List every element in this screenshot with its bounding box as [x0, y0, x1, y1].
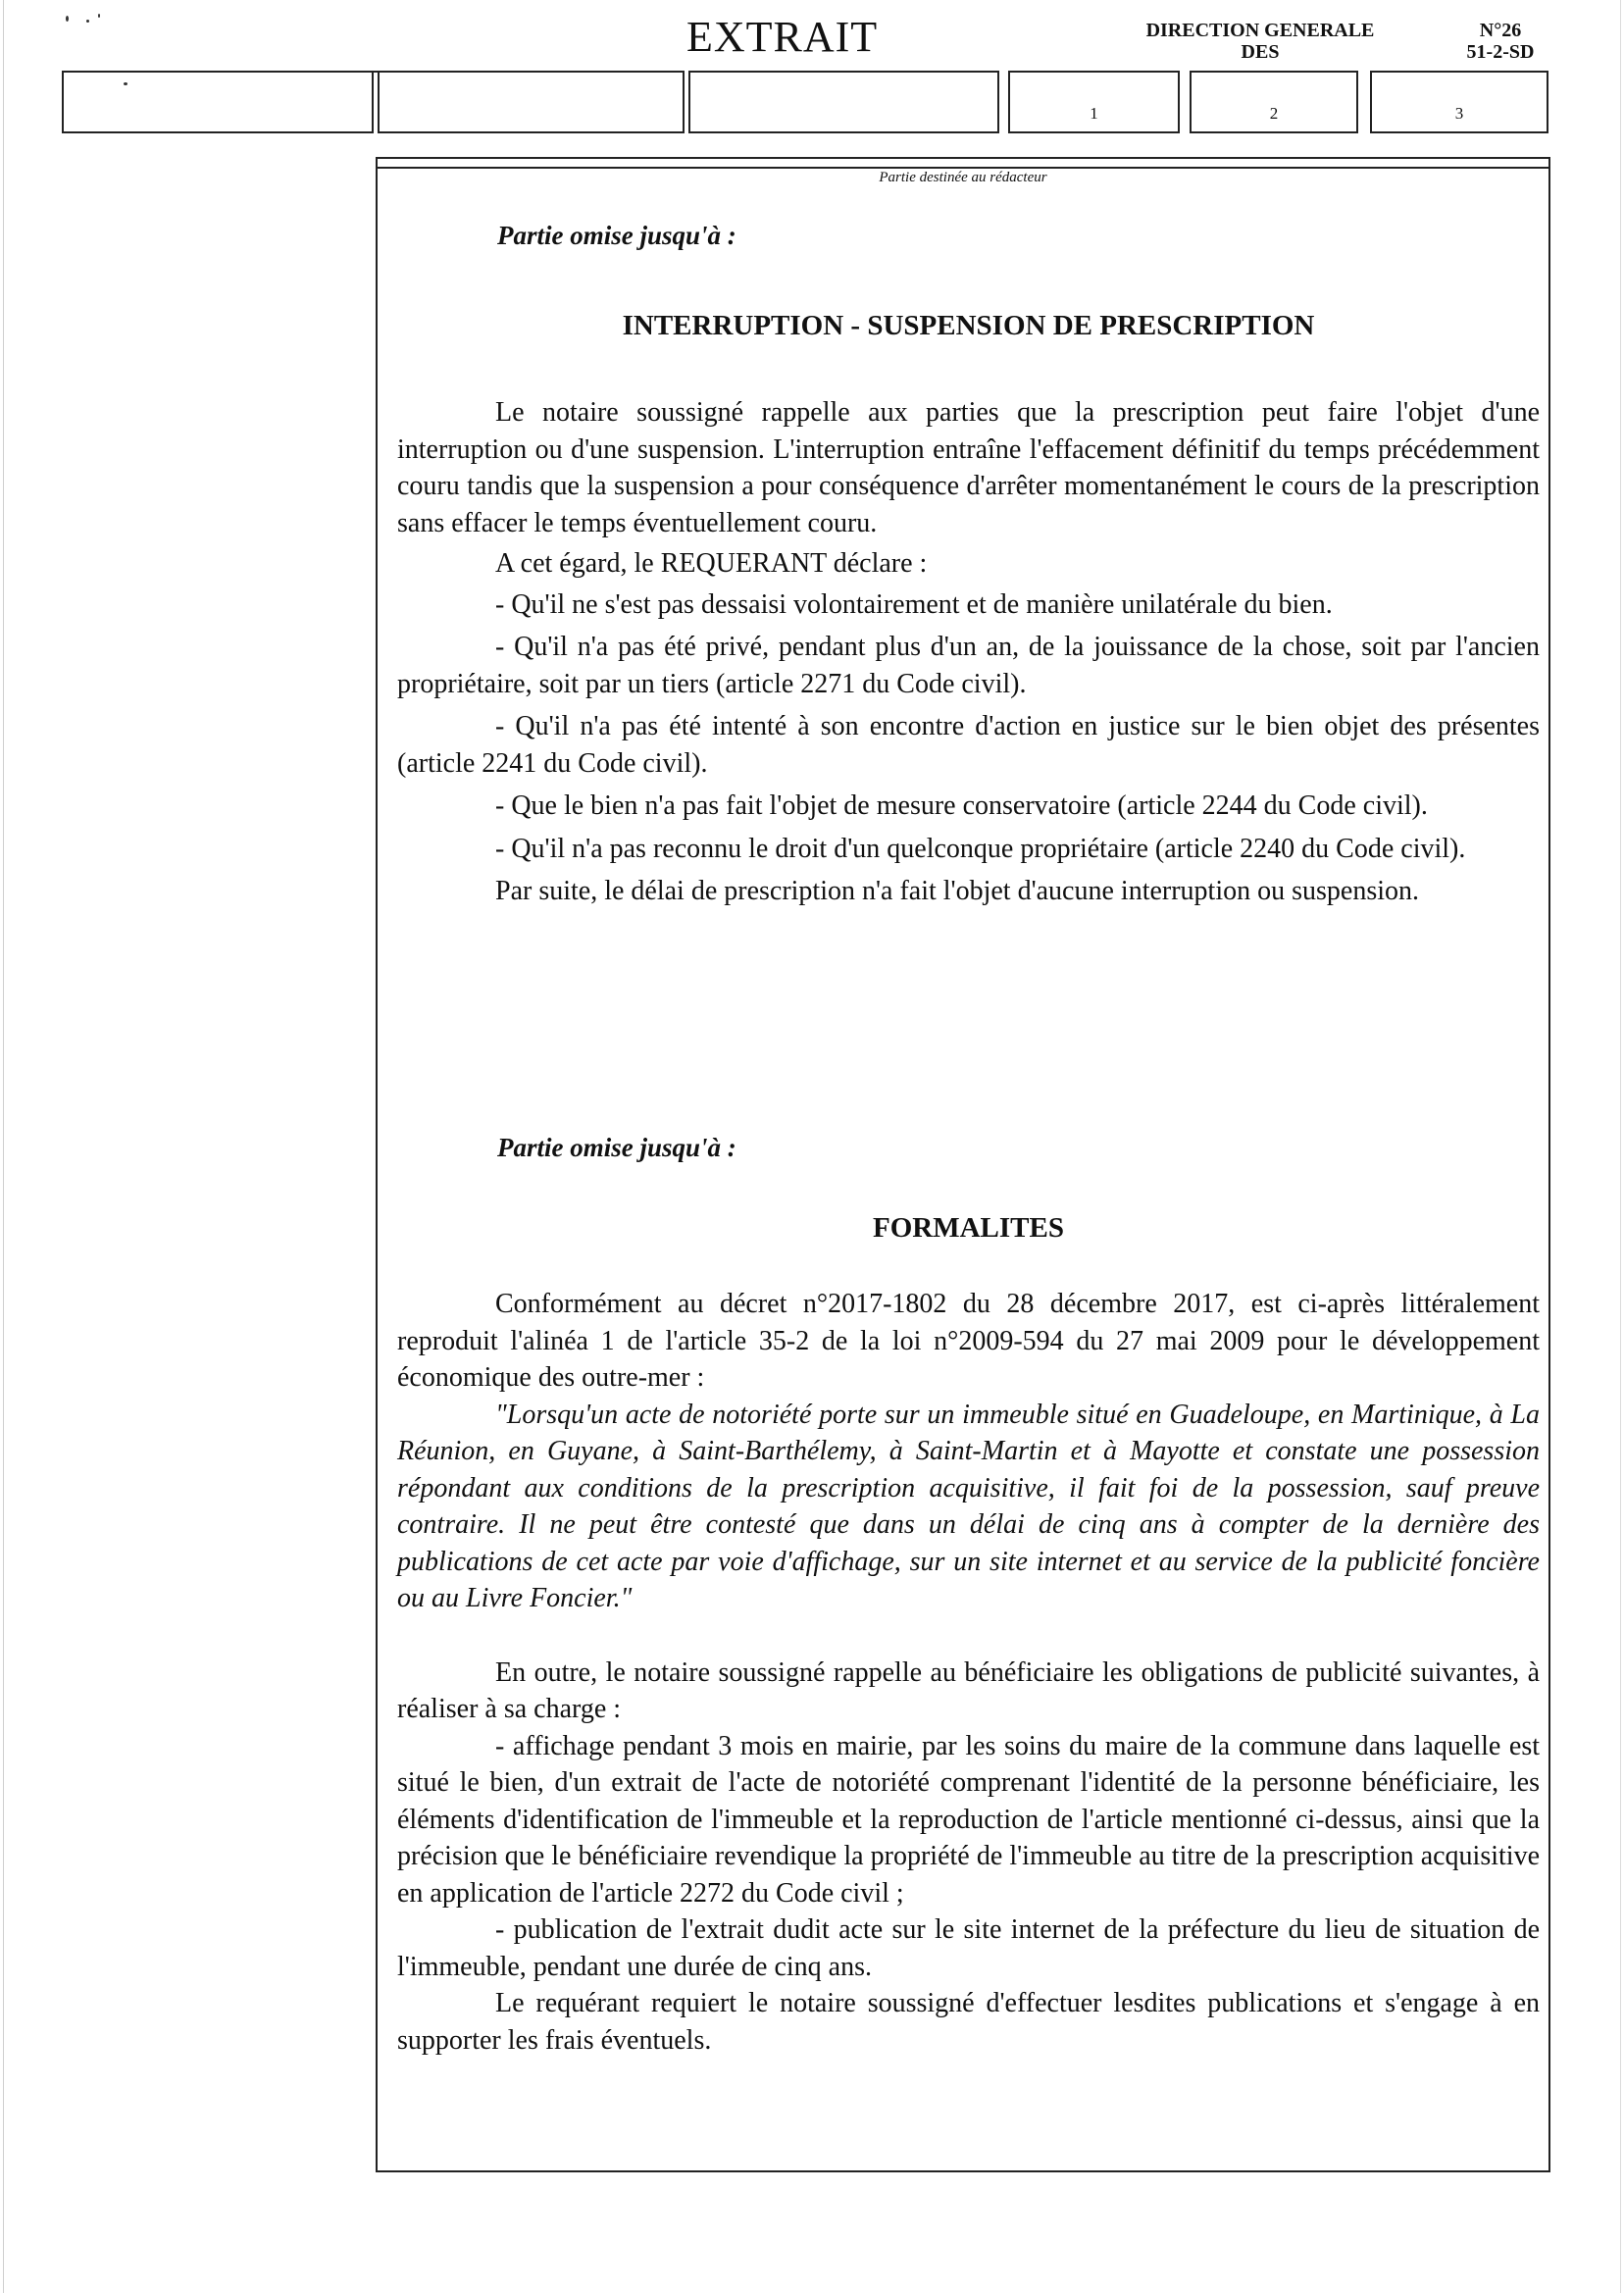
section-body-interruption: [397, 394, 1540, 910]
header-box-label: 2: [1269, 104, 1279, 123]
header-box: [1008, 71, 1180, 133]
omitted-part-label: Partie omise jusqu'à :: [497, 221, 736, 250]
list-item: - publication de l'extrait dudit acte sur le site internet de la préfecture du lieu de situation de l'immeuble, pendant une durée de cinq ans.: [397, 1914, 1540, 1982]
scan-speck: [98, 14, 100, 18]
paragraph: - Qu'il n'a pas reconnu le droit d'un quelconque propriétaire (article 2240 du Code civil).: [495, 833, 1466, 864]
scan-edge-right: [1620, 0, 1621, 2293]
header-box-label: 1: [1090, 104, 1098, 123]
paragraph: - Qu'il ne s'est pas dessaisi volontairement et de manière unilatérale du bien.: [495, 588, 1333, 620]
header-box: [1190, 71, 1358, 133]
form-code: 51-2-SD: [1466, 41, 1535, 63]
list-item: - affichage pendant 3 mois en mairie, par les soins du maire de la commune dans laquelle est situé le bien, d'un extrait de l'acte de notoriété comprenant l'identité de la personne bénéficiaire, les éléments d'identification de l'immeuble et la reproduction de l'article mentionné ci-dessus, ainsi que la précision que le bénéficiaire revendique la propriété de l'immeuble au titre de la prescription acquisitive en application de l'article 2272 du Code civil ;: [397, 1730, 1540, 1909]
issuer-line-1: DIRECTION GENERALE: [1145, 20, 1375, 41]
paragraph: Conformément au décret n°2017-1802 du 28 décembre 2017, est ci-après littéralement reproduit l'alinéa 1 de l'article 35-2 de la loi n°2009-594 du 27 mai 2009 pour le développement économique des outre-mer :: [397, 1289, 1540, 1393]
scan-edge-left: [3, 0, 4, 2293]
section-heading-formalites: FORMALITES: [873, 1212, 1064, 1244]
paragraph: En outre, le notaire soussigné rappelle au bénéficiaire les obligations de publicité suivantes, à réaliser à sa charge :: [397, 1656, 1540, 1724]
form-reference: [1442, 20, 1559, 63]
frame-top-rule: [376, 167, 1550, 169]
paragraph: - Qu'il n'a pas été privé, pendant plus d'un an, de la jouissance de la chose, soit par l'ancien propriétaire, soit par un tiers (article 2271 du Code civil).: [397, 632, 1540, 699]
header-box-label: 3: [1454, 104, 1464, 123]
issuer-line-2: DES: [1241, 41, 1280, 63]
header-box: [688, 71, 999, 133]
paragraph: Par suite, le délai de prescription n'a fait l'objet d'aucune interruption ou suspension.: [495, 876, 1420, 906]
paragraph: A cet égard, le REQUERANT déclare :: [495, 548, 928, 579]
paragraph: Le requérant requiert le notaire soussigné d'effectuer lesdites publications et s'engage à en supporter les frais éventuels.: [397, 1988, 1540, 2056]
header-box: [378, 71, 685, 133]
redacteur-label: Partie destinée au rédacteur: [879, 170, 1047, 185]
document-title: EXTRAIT: [686, 13, 879, 61]
paragraph: - Que le bien n'a pas fait l'objet de mesure conservatoire (article 2244 du Code civil).: [495, 790, 1428, 821]
section-heading-interruption: INTERRUPTION - SUSPENSION DE PRESCRIPTION: [622, 310, 1315, 341]
header-box: [62, 71, 374, 133]
header-box: [1370, 71, 1548, 133]
form-number: N°26: [1479, 20, 1522, 41]
quoted-article: "Lorsqu'un acte de notoriété porte sur un immeuble situé en Guadeloupe, en Martinique, à La Réunion, en Guyane, à Saint-Barthélemy, à Saint-Martin et à Mayotte et constate une possession répondant aux conditions de la prescription acquisitive, il fait foi de la possession, sauf preuve contraire. Il ne peut être contesté que dans un délai de cinq ans à compter de la dernière des publications de cet acte par voie d'affichage, sur un site internet et au service de la publicité foncière ou au Livre Foncier.": [397, 1399, 1540, 1613]
scan-speck: [66, 16, 69, 22]
scan-speck: [86, 20, 89, 23]
section-body-formalites: [397, 1286, 1540, 2059]
omitted-part-label: Partie omise jusqu'à :: [497, 1133, 736, 1162]
issuer-block: [1128, 20, 1393, 63]
paragraph: - Qu'il n'a pas été intenté à son encontre d'action en justice sur le bien objet des présentes (article 2241 du Code civil).: [397, 711, 1540, 779]
paragraph: Le notaire soussigné rappelle aux parties que la prescription peut faire l'objet d'une interruption ou d'une suspension. L'interruption entraîne l'effacement définitif du temps précédemment couru tandis que la suspension a pour conséquence d'arrêter momentanément le cours de la prescription sans effacer le temps éventuellement couru.: [397, 397, 1540, 538]
